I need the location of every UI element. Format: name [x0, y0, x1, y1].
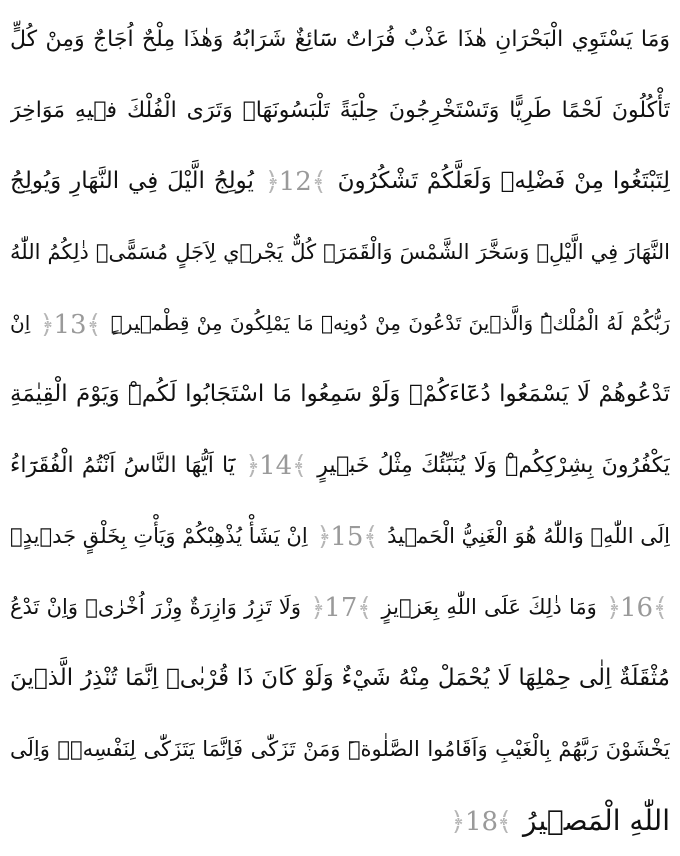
ayah-bracket-open: ﴿ — [245, 451, 261, 481]
text-line — [10, 4, 670, 75]
verse-text: يَٓا اَيُّهَا النَّاسُ اَنْتُمُ الْفُقَرَٓاءُ — [10, 453, 235, 478]
ayah-bracket-open: ﴿ — [310, 593, 326, 623]
verse-text: اِلَى اللّٰهِۚ وَاللّٰهُ هُوَ الْغَنِيُّ الْحَمٖيدُ — [387, 524, 670, 548]
ayah-bracket-open: ﴿ — [316, 522, 332, 552]
text-line — [10, 75, 670, 146]
ayah-bracket-close: ﴾ — [652, 593, 668, 623]
verse-text: وَلَا تَزِرُ وَازِرَةٌ وِزْرَ اُخْرٰىۜ وَاِنْ تَدْعُ — [10, 595, 302, 619]
ayah-bracket-close: ﴾ — [291, 451, 308, 481]
text-line — [10, 714, 670, 785]
text-line — [10, 643, 670, 714]
verse-text: يَكْفُرُونَ بِشِرْكِكُمْۜ وَلَا يُنَبِّئُكَ مِثْلُ خَبٖيرٍ — [317, 453, 670, 478]
ayah-number: 12 — [278, 166, 312, 197]
text-line — [10, 288, 670, 359]
ayah-bracket-close: ﴾ — [363, 522, 379, 552]
verse-text: وَمَا يَسْتَوِي الْبَحْرَانِ هٰذَا عَذْبٌ فُرَاتٌ سَٓائِغٌ شَرَابُهُ وَهٰذَا مِلْحٌ اُجَاجٌ وَمِنْ كُلٍّ — [10, 27, 670, 52]
verse-text: اللّٰهِ الْمَصٖيرُ — [523, 804, 670, 837]
ayah-bracket-close: ﴾ — [311, 166, 327, 197]
text-line — [10, 359, 670, 430]
verse-text: يَخْشَوْنَ رَبَّهُمْ بِالْغَيْبِ وَاَقَامُوا الصَّلٰوةَۜ وَمَنْ تَزَكّٰى فَاِنَّمَا يَتَزَكّٰى لِنَفْسِهٖۜ وَاِلَى — [10, 737, 670, 761]
ayah-number-marker — [310, 593, 372, 623]
verse-text: رَبُّكُمْ لَهُ الْمُلْكُۜ وَالَّذٖينَ تَدْعُونَ مِنْ دُونِهٖ مَا يَمْلِكُونَ مِنْ قِطْمٖيرٍۜ — [110, 311, 670, 335]
verse-text: تَدْعُوهُمْ لَا يَسْمَعُوا دُعَٓاءَكُمْۚ وَلَوْ سَمِعُوا مَا اسْتَجَابُوا لَكُمْۜ وَيَوْمَ الْقِيٰمَةِ — [10, 381, 670, 407]
ayah-bracket-open: ﴿ — [39, 309, 55, 340]
verse-text: يُولِجُ الَّيْلَ فِي النَّهَارِ وَيُولِجُ — [10, 168, 254, 194]
ayah-number: 18 — [465, 807, 499, 837]
ayah-number-marker — [450, 807, 512, 837]
ayah-number: 13 — [53, 309, 87, 340]
ayah-number-marker — [316, 522, 378, 552]
ayah-number-marker — [265, 167, 327, 197]
verse-text: تَأْكُلُونَ لَحْمًا طَرِيًّا وَتَسْتَخْرِجُونَ حِلْيَةً تَلْبَسُونَهَاۚ وَتَرَى الْفُلْكَ فٖيهِ مَوَاخِرَ — [10, 98, 670, 123]
verse-text: النَّهَارَ فِي الَّيْلِۙ وَسَخَّرَ الشَّمْسَ وَالْقَمَرَۘ كُلٌّ يَجْرٖي لِاَجَلٍ مُسَمًّىۜ ذٰلِكُمُ اللّٰهُ — [10, 240, 670, 264]
ayah-number-marker — [245, 451, 307, 481]
verse-text: وَمَا ذٰلِكَ عَلَى اللّٰهِ بِعَزٖيزٍ — [381, 595, 597, 619]
ayah-bracket-close: ﴾ — [496, 807, 513, 837]
ayah-number-marker — [606, 593, 668, 623]
ayah-number: 15 — [330, 522, 364, 552]
ayah-bracket-open: ﴿ — [264, 166, 280, 197]
ayah-bracket-open: ﴿ — [606, 593, 622, 623]
verse-text: اِنْ — [10, 311, 31, 335]
text-line — [10, 146, 670, 217]
ayah-number-marker — [40, 310, 102, 340]
text-line — [10, 572, 670, 643]
ayah-number: 14 — [259, 451, 293, 481]
verse-text: اِنْ يَشَأْ يُذْهِبْكُمْ وَيَأْتِ بِخَلْقٍ جَدٖيدٍۚ — [10, 524, 308, 548]
ayah-bracket-close: ﴾ — [357, 593, 373, 623]
ayah-bracket-close: ﴾ — [86, 309, 102, 340]
verse-text: مُثْقَلَةٌ اِلٰى حِمْلِهَا لَا يُحْمَلْ مِنْهُ شَيْءٌ وَلَوْ كَانَ ذَا قُرْبٰىۜ اِنَّمَا تُنْذِرُ الَّذٖينَ — [10, 665, 670, 691]
ayah-number: 16 — [620, 593, 654, 623]
verse-text: لِتَبْتَغُوا مِنْ فَضْلِهٖ وَلَعَلَّكُمْ تَشْكُرُونَ — [337, 168, 670, 194]
text-line — [10, 785, 670, 856]
ayah-number: 17 — [324, 593, 358, 623]
text-line — [10, 501, 670, 572]
text-line — [10, 430, 670, 501]
text-line — [10, 217, 670, 288]
ayah-bracket-open: ﴿ — [450, 807, 466, 837]
